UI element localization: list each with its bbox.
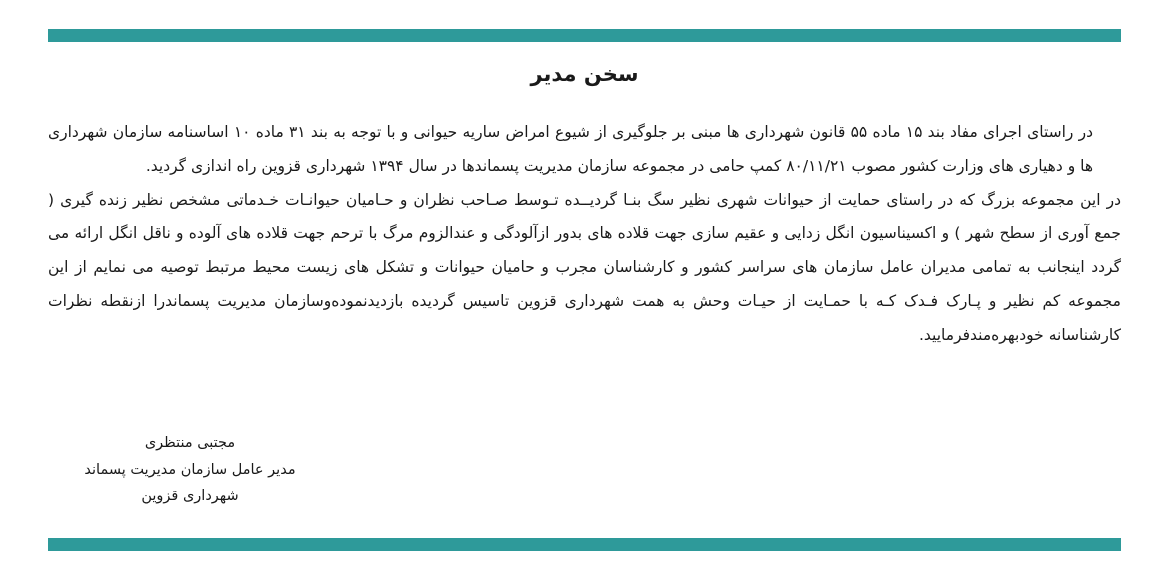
paragraph-details: در این مجموعه بزرگ که در راستای حمایت از حیوانات شهری نظیر سگ بنـا گردیــده تـوسط صـاحب نظران و حـامیان حیوانـات خـدماتی مشخص نظیر زنده گیری ( جمع آوری از سطح شهر ) و اکسیناسیون انگل زدایی و عقیم سازی جهت قلاده های بدور ازآلودگی و عندالزوم مرگ با ترحم جهت قلاده های آلوده و ناقل انگل ارائه می گردد اینجانب به تمامی مدیران عامل سازمان های سراسر کشور و کارشناسان مجرب و حامیان حیوانات و تشکل های زیست محیط مرتبط توصیه می نمایم از این مجموعه کم نظیر و پـارک فـدک کـه با حمـایت از حیـات وحش به همت شهرداری قزوین تاسیس گردیده بازدیدنموده‌وسازمان مدیریت پسماندرا ازنقطه نظرات کارشناسانه خودبهره‌مندفرمایید.	[48, 190, 1121, 344]
message-body	[48, 116, 1121, 353]
signature-name: مجتبی منتظری	[144, 435, 236, 451]
paragraph-intro: در راستای اجرای مفاد بند ۱۵ ماده ۵۵ قانون شهرداری ها مبنی بر جلوگیری از شیوع امراض ساریه حیوانی و با توجه به بند ۳۱ ماده ۱۰ اساسنامه سازمان شهرداری ها و دهیاری های وزارت کشور مصوب ۸۰/۱۱/۲۱ کمپ حامی در مجموعه سازمان مدیریت پسماندها در سال ۱۳۹۴ شهرداری قزوین راه اندازی گردید.	[48, 123, 1094, 175]
signature-position: مدیر عامل سازمان مدیریت پسماند	[84, 461, 296, 478]
bottom-divider-bar	[48, 538, 1121, 551]
signature-block	[40, 430, 340, 510]
page-title: سخن مدیر	[530, 62, 639, 86]
top-divider-bar	[48, 29, 1121, 42]
signature-organization: شهرداری قزوین	[141, 488, 239, 504]
